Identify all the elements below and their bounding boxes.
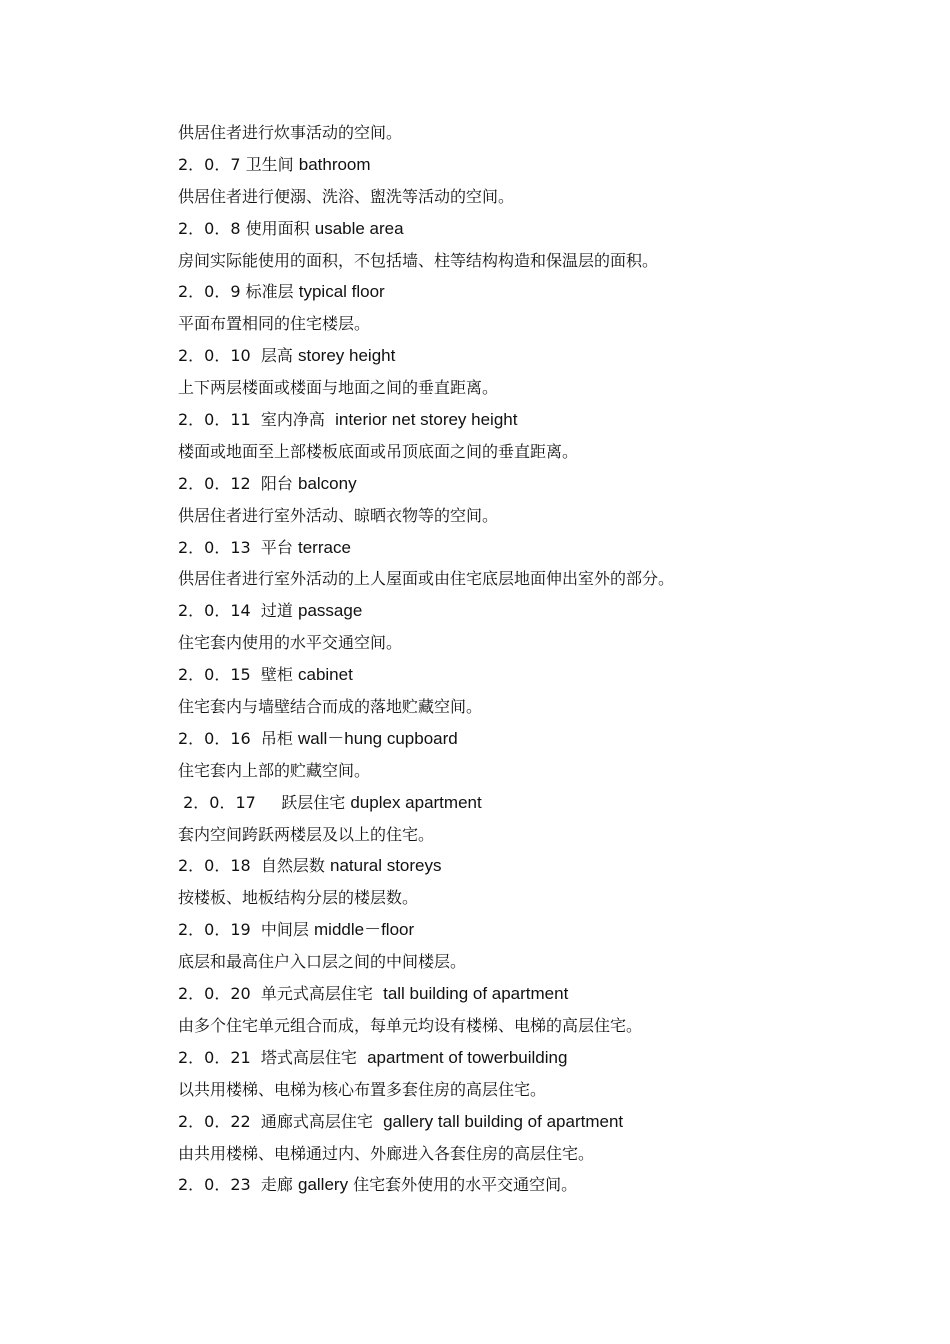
term-heading xyxy=(178,723,878,755)
term-english: bathroom xyxy=(298,154,371,174)
term-definition: 住宅套内上部的贮藏空间。 xyxy=(178,760,371,780)
term-chinese: 壁柜 xyxy=(260,665,298,685)
clause-number: 2．0．19 xyxy=(178,920,261,940)
term-definition: 楼面或地面至上部楼板底面或吊顶底面之间的垂直距离。 xyxy=(178,441,579,461)
clause-number: 2．0．22 xyxy=(178,1111,261,1131)
clause-number: 2．0．13 xyxy=(178,537,261,557)
clause-number: 2．0．20 xyxy=(178,984,261,1004)
term-english: typical floor xyxy=(298,282,385,302)
term-heading xyxy=(178,468,878,500)
term-heading xyxy=(178,340,878,372)
term-chinese: 标准层 xyxy=(245,282,299,302)
term-definition: 由多个住宅单元组合而成，每单元均设有楼梯、电梯的高层住宅。 xyxy=(178,1015,643,1035)
term-english: interior net storey height xyxy=(335,410,518,430)
clause-number: 2．0．10 xyxy=(178,346,261,366)
term-definition: 底层和最高住户入口层之间的中间楼层。 xyxy=(178,952,467,972)
term-english: gallery xyxy=(298,1175,349,1195)
term-english: duplex apartment xyxy=(350,792,482,812)
clause-number: 2．0．23 xyxy=(178,1175,261,1195)
term-heading xyxy=(178,659,878,691)
term-definition: 供居住者进行室外活动的上人屋面或由住宅底层地面伸出室外的部分。 xyxy=(178,569,675,589)
term-definition: 由共用楼梯、电梯通过内、外廊进入各套住房的高层住宅。 xyxy=(178,1143,595,1163)
term-chinese: 跃层住宅 xyxy=(281,792,351,812)
term-chinese: 卫生间 xyxy=(245,154,299,174)
clause-number: 2．0．15 xyxy=(178,665,261,685)
term-chinese: 层高 xyxy=(260,346,298,366)
term-heading xyxy=(178,1169,878,1201)
term-english: natural storeys xyxy=(330,856,442,876)
clause-number: 2．0．11 xyxy=(178,410,261,430)
term-heading xyxy=(178,1042,878,1074)
term-heading xyxy=(178,850,878,882)
term-heading xyxy=(178,404,878,436)
term-chinese: 中间层 xyxy=(260,920,314,940)
clause-number: 2．0．17 xyxy=(178,792,282,812)
term-chinese: 室内净高 xyxy=(260,410,336,430)
term-heading xyxy=(178,1106,878,1138)
term-chinese: 平台 xyxy=(260,537,298,557)
term-heading xyxy=(178,276,878,308)
term-definition: 房间实际能使用的面积，不包括墙、柱等结构构造和保温层的面积。 xyxy=(178,250,659,270)
clause-number: 2．0．16 xyxy=(178,728,261,748)
term-definition: 供居住者进行炊事活动的空间。 xyxy=(178,123,403,142)
term-english: storey height xyxy=(298,346,396,366)
term-english: gallery tall building of apartment xyxy=(383,1111,624,1131)
term-chinese: 吊柜 xyxy=(260,728,298,748)
clause-number: 2．0．18 xyxy=(178,856,261,876)
term-definition: 供居住者进行便溺、洗浴、盥洗等活动的空间。 xyxy=(178,186,515,206)
term-english: terrace xyxy=(298,537,351,557)
term-definition: 以共用楼梯、电梯为核心布置多套住房的高层住宅。 xyxy=(178,1079,547,1099)
term-definition: 住宅套内与墙壁结合而成的落地贮藏空间。 xyxy=(178,697,483,717)
term-definition-inline: 住宅套外使用的水平交通空间。 xyxy=(348,1175,578,1195)
clause-number: 2．0．7 xyxy=(178,154,246,174)
term-chinese: 通廊式高层住宅 xyxy=(260,1111,384,1131)
term-english: middle－floor xyxy=(314,920,415,940)
term-english: passage xyxy=(298,601,363,621)
term-english: balcony xyxy=(298,473,357,493)
term-chinese: 过道 xyxy=(260,601,298,621)
term-definition: 按楼板、地板结构分层的楼层数。 xyxy=(178,888,419,908)
clause-number: 2．0．14 xyxy=(178,601,261,621)
term-definition: 住宅套内使用的水平交通空间。 xyxy=(178,633,403,653)
term-chinese: 塔式高层住宅 xyxy=(260,1047,368,1067)
term-chinese: 阳台 xyxy=(260,473,298,493)
clause-number: 2．0．9 xyxy=(178,282,246,302)
term-english: apartment of towerbuilding xyxy=(367,1047,568,1067)
term-chinese: 使用面积 xyxy=(245,218,315,238)
term-heading xyxy=(178,532,878,564)
clause-number: 2．0．21 xyxy=(178,1047,261,1067)
term-chinese: 单元式高层住宅 xyxy=(260,984,384,1004)
term-definition: 套内空间跨跃两楼层及以上的住宅。 xyxy=(178,824,435,844)
term-heading xyxy=(178,787,878,819)
term-heading xyxy=(178,213,878,245)
term-definition: 平面布置相同的住宅楼层。 xyxy=(178,314,371,334)
clause-number: 2．0．8 xyxy=(178,218,246,238)
term-heading xyxy=(178,149,878,181)
term-chinese: 自然层数 xyxy=(260,856,330,876)
term-english: wall－hung cupboard xyxy=(298,728,458,748)
term-english: tall building of apartment xyxy=(383,984,569,1004)
term-definition: 上下两层楼面或楼面与地面之间的垂直距离。 xyxy=(178,378,499,398)
term-heading xyxy=(178,914,878,946)
term-english: usable area xyxy=(314,218,404,238)
term-definition: 供居住者进行室外活动、晾晒衣物等的空间。 xyxy=(178,505,499,525)
term-chinese: 走廊 xyxy=(260,1175,298,1195)
document-page xyxy=(178,117,878,1201)
term-english: cabinet xyxy=(298,665,353,685)
term-heading xyxy=(178,595,878,627)
clause-number: 2．0．12 xyxy=(178,473,261,493)
term-heading xyxy=(178,978,878,1010)
